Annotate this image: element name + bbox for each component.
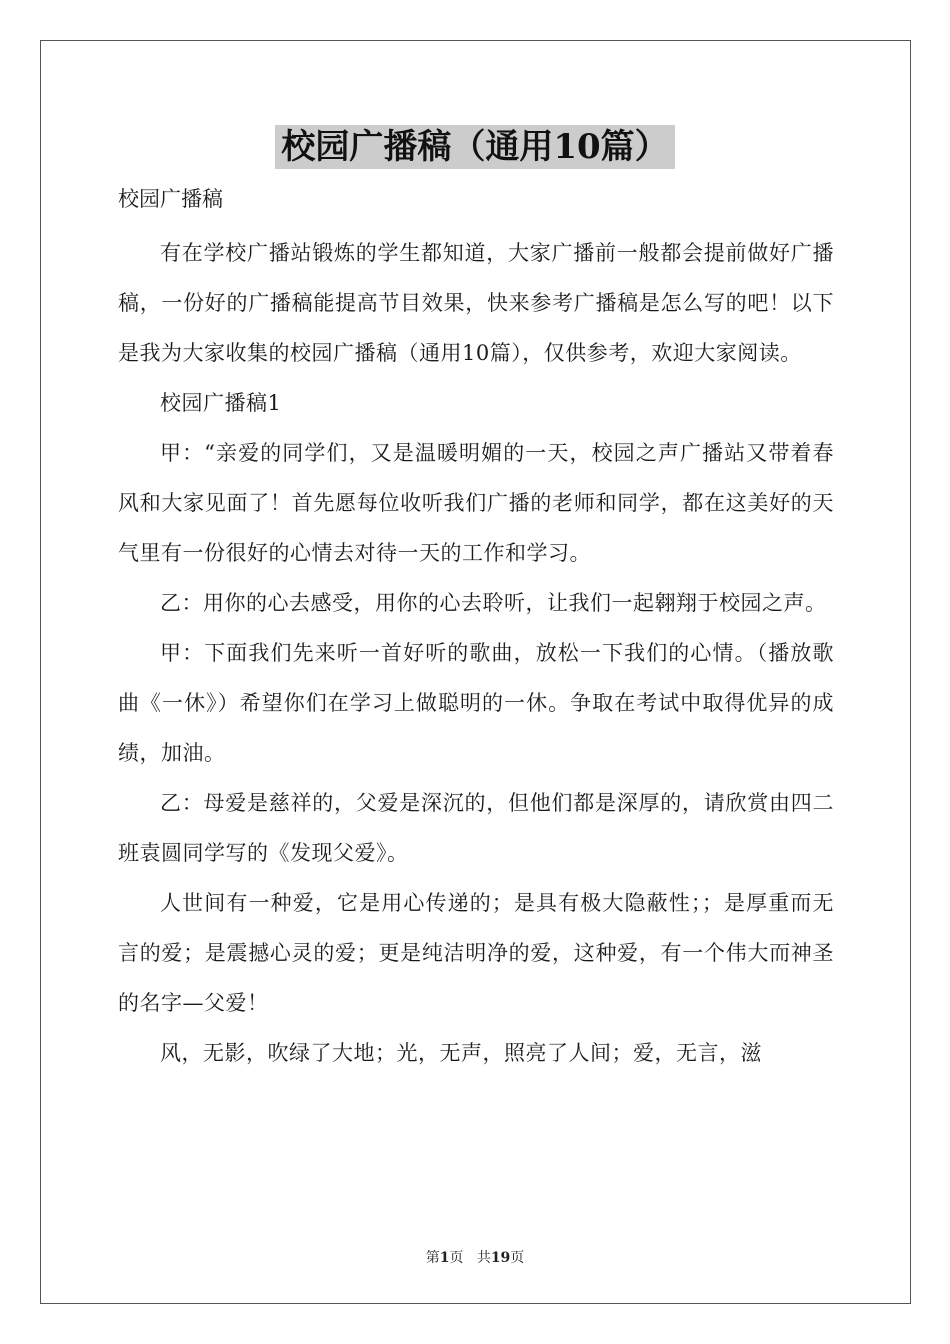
page-number: 1	[439, 1250, 450, 1266]
paragraph: 甲：下面我们先来听一首好听的歌曲，放松一下我们的心情。（播放歌曲《一休》）希望你们在学习上做聪明的一休。争取在考试中取得优异的成绩，加油。	[118, 641, 834, 765]
document-subtitle: 校园广播稿	[118, 187, 223, 211]
paragraph: 甲：“亲爱的同学们，又是温暖明媚的一天，校园之声广播站又带着春风和大家见面了！首先愿每位收听我们广播的老师和同学，都在这美好的天气里有一份很好的心情去对待一天的工作和学习。	[118, 441, 834, 565]
paragraph: 乙：用你的心去感受，用你的心去聆听，让我们一起翱翔于校园之声。	[160, 591, 827, 615]
document-title: 校园广播稿（通用10篇）	[275, 125, 674, 169]
section-heading: 校园广播稿1	[160, 391, 282, 415]
title-container	[0, 125, 950, 169]
paragraph: 人世间有一种爱，它是用心传递的；是具有极大隐蔽性；；是厚重而无言的爱；是震撼心灵的爱；更是纯洁明净的爱，这种爱，有一个伟大而神圣的名字—父爱！	[118, 891, 834, 1015]
page-suffix: 页	[449, 1250, 464, 1266]
total-pages: 19	[490, 1250, 511, 1266]
page-prefix: 第	[425, 1250, 440, 1266]
document-body	[118, 180, 834, 1078]
page-footer	[0, 1247, 950, 1267]
paragraph: 乙：母爱是慈祥的，父爱是深沉的，但他们都是深厚的，请欣赏由四二班袁圆同学写的《发现父爱》。	[118, 791, 834, 865]
paragraph: 风，无影，吹绿了大地；光，无声，照亮了人间；爱，无言，滋	[160, 1041, 762, 1065]
paragraph-intro: 有在学校广播站锻炼的学生都知道，大家广播前一般都会提前做好广播稿，一份好的广播稿能提高节目效果，快来参考广播稿是怎么写的吧！以下是我为大家收集的校园广播稿（通用10篇），仅供参考，欢迎大家阅读。	[118, 241, 834, 365]
total-prefix: 共	[476, 1250, 491, 1266]
total-suffix: 页	[510, 1250, 525, 1266]
